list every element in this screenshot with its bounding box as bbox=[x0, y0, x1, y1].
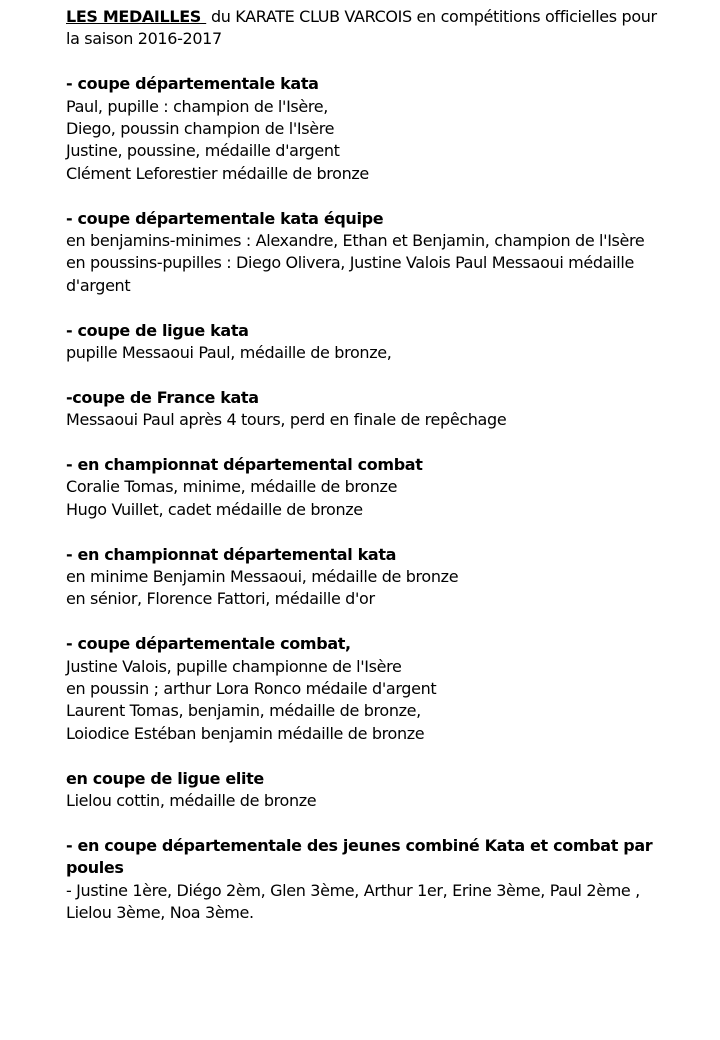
medal-entry: Paul, pupille : champion de l'Isère, bbox=[66, 96, 329, 116]
medal-entry: Messaoui Paul après 4 tours, perd en finale de repêchage bbox=[66, 410, 507, 430]
section-heading: - en championnat départemental kata bbox=[66, 544, 397, 564]
medal-section bbox=[66, 73, 666, 185]
medal-section bbox=[66, 633, 666, 745]
medal-section bbox=[66, 768, 666, 813]
document-intro: du KARATE CLUB VARCOIS en compétitions officielles pour la saison 2016-2017 bbox=[66, 7, 657, 49]
medal-entry: en minime Benjamin Messaoui, médaille de bronze bbox=[66, 567, 459, 587]
medal-section bbox=[66, 454, 666, 521]
medal-entry: Clément Leforestier médaille de bronze bbox=[66, 163, 369, 183]
medal-section bbox=[66, 544, 666, 611]
medal-entry: en benjamins-minimes : Alexandre, Ethan et Benjamin, champion de l'Isère bbox=[66, 231, 645, 251]
section-heading: -coupe de France kata bbox=[66, 387, 259, 407]
medal-entry: Coralie Tomas, minime, médaille de bronze bbox=[66, 477, 398, 497]
section-heading: - en coupe départementale des jeunes combiné Kata et combat par poules bbox=[66, 835, 653, 878]
medal-entry: Laurent Tomas, benjamin, médaille de bronze, bbox=[66, 701, 421, 721]
section-heading: - coupe départementale kata bbox=[66, 74, 319, 94]
document-title-line bbox=[66, 6, 666, 51]
medal-entry: en poussins-pupilles : Diego Olivera, Justine Valois Paul Messaoui médaille d'argent bbox=[66, 253, 634, 295]
medal-entry: Justine Valois, pupille championne de l'Isère bbox=[66, 656, 402, 676]
medal-entry: Lielou cottin, médaille de bronze bbox=[66, 791, 317, 811]
medal-section bbox=[66, 387, 666, 432]
medal-entry: en sénior, Florence Fattori, médaille d'or bbox=[66, 589, 375, 609]
section-heading: - coupe départementale combat, bbox=[66, 634, 351, 654]
medal-entry: pupille Messaoui Paul, médaille de bronze, bbox=[66, 343, 392, 363]
medal-sections bbox=[66, 73, 666, 924]
section-heading: - coupe départementale kata équipe bbox=[66, 208, 384, 228]
document-page bbox=[66, 6, 666, 925]
medal-entry: Hugo Vuillet, cadet médaille de bronze bbox=[66, 499, 363, 519]
section-heading: - en championnat départemental combat bbox=[66, 455, 423, 475]
medal-section bbox=[66, 835, 666, 925]
medal-section bbox=[66, 320, 666, 365]
medal-entry: - Justine 1ère, Diégo 2èm, Glen 3ème, Arthur 1er, Erine 3ème, Paul 2ème , Lielou 3ème, Noa 3ème. bbox=[66, 880, 640, 923]
medal-section bbox=[66, 208, 666, 298]
section-heading: en coupe de ligue elite bbox=[66, 768, 264, 788]
section-heading: - coupe de ligue kata bbox=[66, 320, 249, 340]
medal-entry: en poussin ; arthur Lora Ronco médaile d'argent bbox=[66, 679, 437, 699]
medal-entry: Loiodice Estéban benjamin médaille de bronze bbox=[66, 723, 425, 743]
document-title: LES MEDAILLES bbox=[66, 7, 207, 26]
medal-entry: Diego, poussin champion de l'Isère bbox=[66, 119, 335, 139]
medal-entry: Justine, poussine, médaille d'argent bbox=[66, 141, 340, 161]
